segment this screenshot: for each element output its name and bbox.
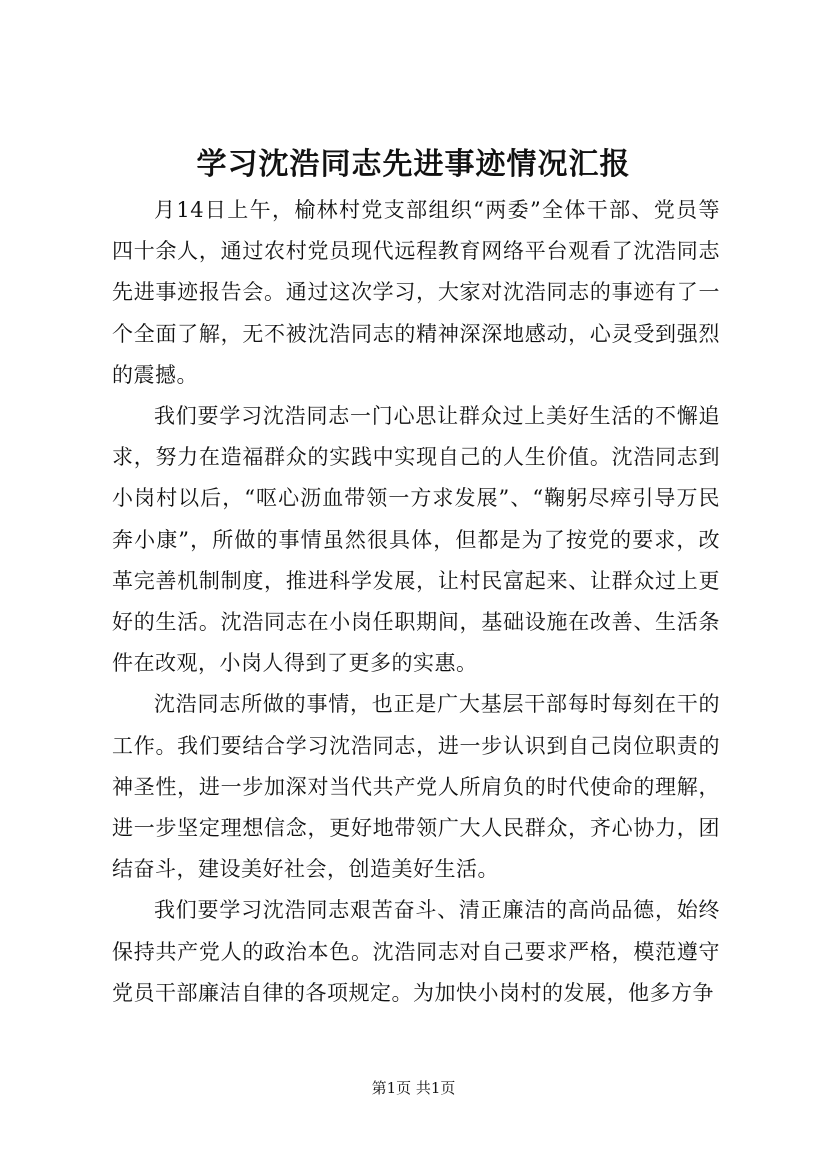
document-title: 学习沈浩同志先进事迹情况汇报 (196, 147, 631, 182)
page-number-label: 第1页 共1页 (371, 1079, 456, 1097)
paragraph-4: 我们要学习沈浩同志艰苦奋斗、清正廉洁的高尚品德，始终保持共产党人的政治本色。沈浩同志对自己要求严格，模范遵守党员干部廉洁自律的各项规定。为加快小岗村的发展，他多方争 (112, 898, 720, 1005)
document-body (112, 190, 720, 1014)
paragraph-3: 沈浩同志所做的事情，也正是广大基层干部每时每刻在干的工作。我们要结合学习沈浩同志，进一步认识到自己岗位职责的神圣性，进一步加深对当代共产党人所肩负的时代使命的理解，进一步坚定理想信念，更好地带领广大人民群众，齐心协力，团结奋斗，建设美好社会，创造美好生活。 (112, 692, 720, 882)
paragraph-2: 我们要学习沈浩同志一门心思让群众过上美好生活的不懈追求，努力在造福群众的实践中实现自己的人生价值。沈浩同志到小岗村以后，“呕心沥血带领一方求发展”、“鞠躬尽瘁引导万民奔小康”，所做的事情虽然很具体，但都是为了按党的要求，改革完善机制制度，推进科学发展，让村民富起来、让群众过上更好的生活。沈浩同志在小岗任职期间，基础设施在改善、生活条件在改观，小岗人得到了更多的实惠。 (112, 404, 720, 676)
paragraph-1: 月14日上午，榆林村党支部组织“两委”全体干部、党员等四十余人，通过农村党员现代远程教育网络平台观看了沈浩同志先进事迹报告会。通过这次学习，大家对沈浩同志的事迹有了一个全面了解，无不被沈浩同志的精神深深地感动，心灵受到强烈的震撼。 (112, 198, 720, 387)
page-footer (0, 1078, 827, 1098)
